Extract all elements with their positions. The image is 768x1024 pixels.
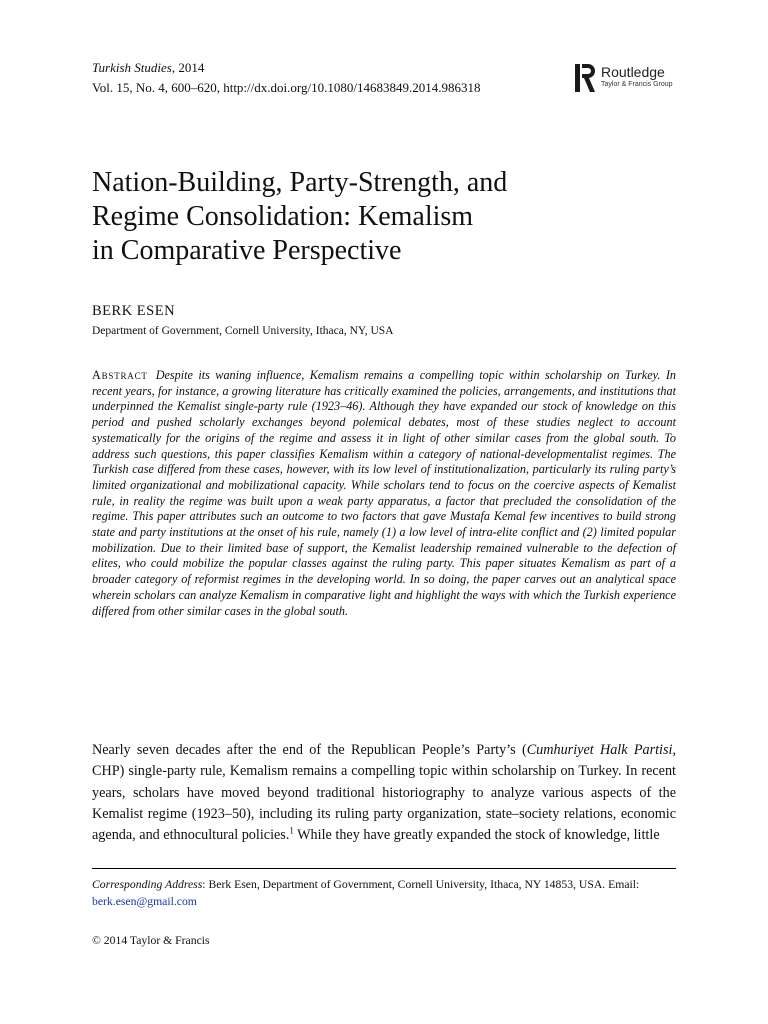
routledge-r-icon xyxy=(575,64,595,92)
body-paragraph: Nearly seven decades after the end of the Republican People’s Party’s (Cumhuriyet Halk Partisi, CHP) single-party rule, Kemalism remains a compelling topic within scholarship on Turkey. In recent years, scholars have moved beyond traditional historiography to analyze various aspects of the Kemalist regime (1923–50), including its ruling party organization, state–society relations, economic agenda, and ethnocultural policies.$^1$ While they have greatly expanded the stock of knowledge, little xyxy=(92,742,676,844)
author-affiliation: Department of Government, Cornell University, Ithaca, NY, USA xyxy=(92,325,394,337)
title-line: in Comparative Perspective xyxy=(92,235,402,266)
party-name-italic: Cumhuriyet Halk Partisi xyxy=(526,742,673,758)
email-link[interactable]: berk.esen@gmail.com xyxy=(92,895,197,908)
journal-name-line: Turkish Studies, 2014 xyxy=(92,60,205,75)
corresponding-address: Corresponding Address: Berk Esen, Department of Government, Cornell University, Ithaca, NY 14853, USA. Email: berk.esen@gmail.com xyxy=(92,878,640,908)
title-line: Nation-Building, Party-Strength, and xyxy=(92,167,508,198)
publisher-group: Taylor & Francis Group xyxy=(601,81,673,88)
corresponding-label: Corresponding Address xyxy=(92,878,203,891)
publisher-logo xyxy=(575,62,685,96)
author-name: BERK ESEN xyxy=(92,303,176,319)
footnote-divider xyxy=(92,868,676,869)
copyright-notice: © 2014 Taylor & Francis xyxy=(92,934,210,947)
abstract-text: Despite its waning influence, Kemalism remains a compelling topic within scholarship on Turkey. In recent years, for instance, a growing literature has critically examined the policies, arrangements, and institutions that underpinned the Kemalist single-party rule (1923–46). Although they have expanded our stock of knowledge on this period and pushed scholarly exchanges beyond polemical debates, most of these studies neglect to account systematically for the origins of the regime and assess it in light of other similar cases from the global south. To address such questions, this paper classifies Kemalism within a category of national-developmentalist regimes. The Turkish case differed from these cases, however, with its low level of institutionalization, particularly its ruling party’s limited organizational and mobilizational capacity. While scholars tend to focus on the coercive aspects of Kemalist rule, in reality the regime was built upon a weak party apparatus, a factor that precluded the consolidation of the regime. This paper attributes such an outcome to two factors that gave Mustafa Kemal few incentives to build strong state and party institutions at the onset of his rule, namely (1) a low level of intra-elite conflict and (2) limited popular mobilization. Due to their limited base of support, the Kemalist leadership remained vulnerable to the defection of elites, who could mobilize the popular classes against the ruling party. This paper situates Kemalism as part of a broader category of reformist regimes in the developing world. In so doing, the paper carves out an analytical space wherein scholars can analyze Kemalism in comparative light and highlight the ways with which the Turkish experience differed from other similar cases in the global south. xyxy=(92,368,676,618)
publisher-name: Routledge xyxy=(601,64,665,80)
journal-year: 2014 xyxy=(178,60,205,75)
journal-citation: Vol. 15, No. 4, 600–620, http://dx.doi.org/10.1080/14683849.2014.986318 xyxy=(92,80,481,95)
title-line: Regime Consolidation: Kemalism xyxy=(92,201,474,232)
journal-name: Turkish Studies xyxy=(92,60,172,75)
footnote-ref[interactable]: 1 xyxy=(289,825,294,836)
author-block xyxy=(92,302,394,340)
article-title xyxy=(92,166,672,268)
journal-header xyxy=(92,58,480,98)
abstract-label: Abstract xyxy=(92,368,148,382)
abstract xyxy=(92,368,676,619)
